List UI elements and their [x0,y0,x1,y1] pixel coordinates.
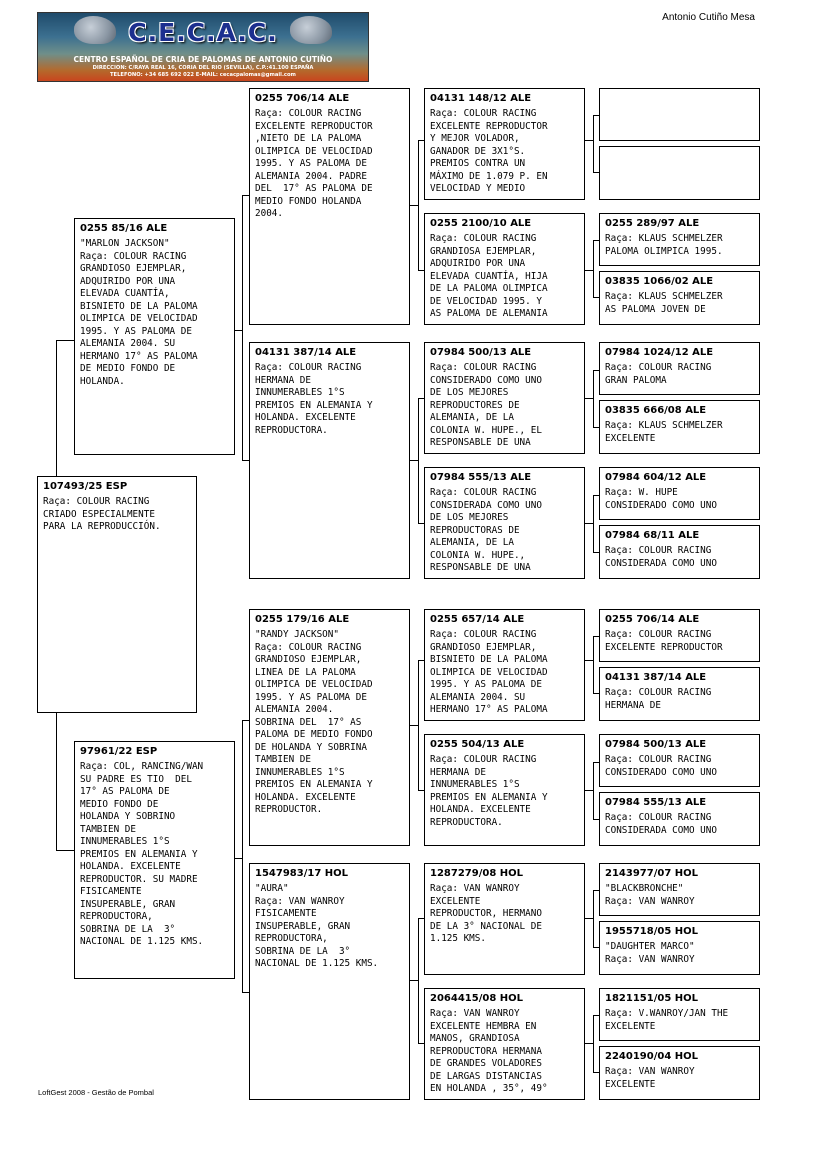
pigeon-description: Raça: COLOUR RACING CONSIDERADA COMO UNO [605,545,717,569]
sss-sire-card[interactable] [599,88,760,141]
ring-number: 07984 604/12 ALE [605,472,707,483]
pigeon-description: "BLACKBRONCHE" Raça: VAN WANROY [605,883,695,907]
ring-number: 07984 500/13 ALE [430,347,532,358]
sire-sire-card[interactable] [249,88,410,325]
owner-name: Antonio Cutiño Mesa [662,12,755,23]
pigeon-description: "AURA" Raça: VAN WANROY FISICAMENTE INSUPERABLE, GRAN REPRODUCTORA, SOBRINA DE LA 3° NACIONAL DE 1.125 KMS. [255,883,379,969]
ring-number: 07984 555/13 ALE [430,472,532,483]
ring-number: 0255 657/14 ALE [430,614,525,625]
ssd-dam-card[interactable] [599,271,760,325]
ring-number: 0255 85/16 ALE [80,223,168,234]
ring-number: 1821151/05 HOL [605,993,698,1004]
pigeon-description: Raça: KLAUS SCHMELZER AS PALOMA JOVEN DE [605,291,723,315]
sd-sire-card[interactable] [424,342,585,454]
sire-card[interactable] [74,218,235,455]
pigeon-description: Raça: COLOUR RACING GRAN PALOMA [605,362,712,386]
subject-pigeon-card[interactable] [37,476,197,713]
footer-credit: LoftGest 2008 - Gestão de Pombal [38,1088,154,1097]
ring-number: 0255 706/14 ALE [605,614,700,625]
pigeon-description: Raça: COLOUR RACING CRIADO ESPECIALMENTE PARA LA REPRODUCCIÓN. [43,496,161,532]
ds-sire-card[interactable] [424,609,585,721]
pigeon-description: Raça: COLOUR RACING CONSIDERADA COMO UNO DE LOS MEJORES REPRODUCTORAS DE ALEMANIA, DE LA COLONIA W. HUPE., RESPONSABLE DE UNA [430,487,542,573]
ssd-sire-card[interactable] [599,213,760,266]
pigeon-description: Raça: COLOUR RACING GRANDIOSA EJEMPLAR, ADQUIRIDO POR UNA ELEVADA CUANTÍA, HIJA DE LA PALOMA OLIMPICA DE VELOCIDAD 1995. Y AS PALOMA DE ALEMANIA [430,233,548,319]
pigeon-description: Raça: VAN WANROY EXCELENTE REPRODUCTOR, HERMANO DE LA 3° NACIONAL DE 1.125 KMS. [430,883,542,944]
dss-sire-card[interactable] [599,609,760,662]
breeder-logo-banner [37,12,369,82]
pigeon-description: Raça: COLOUR RACING CONSIDERADA COMO UNO [605,812,717,836]
sds-sire-card[interactable] [599,342,760,395]
ring-number: 0255 289/97 ALE [605,218,700,229]
ring-number: 107493/25 ESP [43,481,128,492]
sd-dam-card[interactable] [424,467,585,579]
ring-number: 2064415/08 HOL [430,993,523,1004]
pigeon-description: Raça: COLOUR RACING EXCELENTE REPRODUCTOR [605,629,723,653]
dd-dam-card[interactable] [424,988,585,1100]
pigeon-description: Raça: COLOUR RACING HERMANA DE INNUMERABLES 1°S PREMIOS EN ALEMANIA Y HOLANDA. EXCELENTE REPRODUCTORA. [255,362,373,436]
ring-number: 03835 1066/02 ALE [605,276,714,287]
ss-sire-card[interactable] [424,88,585,200]
ring-number: 07984 68/11 ALE [605,530,700,541]
ring-number: 04131 387/14 ALE [255,347,357,358]
ring-number: 04131 148/12 ALE [430,93,532,104]
pigeon-description: Raça: W. HUPE CONSIDERADO COMO UNO [605,487,717,511]
logo-line-3: TELEFONO: +34 685 692 022 E-MAIL: cecacpalomas@gmail.com [110,72,296,78]
pigeon-description: Raça: COLOUR RACING GRANDIOSO EJEMPLAR, BISNIETO DE LA PALOMA OLIMPICA DE VELOCIDAD 1995. Y AS PALOMA DE ALEMANIA 2004. SU HERMANO 17° AS PALOMA [430,629,548,715]
pigeon-description: Raça: V.WANROY/JAN THE EXCELENTE [605,1008,729,1032]
dss-dam-card[interactable] [599,667,760,721]
ring-number: 2240190/04 HOL [605,1051,698,1062]
sdd-dam-card[interactable] [599,525,760,579]
dam-dam-card[interactable] [249,863,410,1100]
logo-line-1: CENTRO ESPAÑOL DE CRIA DE PALOMAS DE ANTONIO CUTIÑO [73,55,333,64]
dam-sire-card[interactable] [249,609,410,846]
ring-number: 0255 504/13 ALE [430,739,525,750]
dam-card[interactable] [74,741,235,979]
dd-sire-card[interactable] [424,863,585,975]
pigeon-description: "DAUGHTER MARCO" Raça: VAN WANROY [605,941,695,965]
pigeon-description: Raça: KLAUS SCHMELZER EXCELENTE [605,420,723,444]
ddd-dam-card[interactable] [599,1046,760,1100]
pigeon-description: Raça: VAN WANROY EXCELENTE [605,1066,695,1090]
ring-number: 07984 555/13 ALE [605,797,707,808]
sdd-sire-card[interactable] [599,467,760,520]
ds-dam-card[interactable] [424,734,585,846]
dds-sire-card[interactable] [599,863,760,916]
logo-text: C.E.C.A.C. [128,18,278,47]
pigeon-description: Raça: COLOUR RACING HERMANA DE INNUMERABLES 1°S PREMIOS EN ALEMANIA Y HOLANDA. EXCELENTE REPRODUCTORA. [430,754,548,828]
ss-dam-card[interactable] [424,213,585,325]
ring-number: 1955718/05 HOL [605,926,698,937]
pigeon-description: Raça: KLAUS SCHMELZER PALOMA OLIMPICA 1995. [605,233,723,257]
pigeon-description: Raça: COLOUR RACING CONSIDERADO COMO UNO [605,754,717,778]
pigeon-description: Raça: COLOUR RACING EXCELENTE REPRODUCTOR Y MEJOR VOLADOR, GANADOR DE 3X1°S. PREMIOS CONTRA UN MÁXIMO DE 1.079 P. EN VELOCIDAD Y MEDIO [430,108,548,194]
pigeon-description: "RANDY JACKSON" Raça: COLOUR RACING GRANDIOSO EJEMPLAR, LINEA DE LA PALOMA OLIMPICA DE VELOCIDAD 1995. Y AS PALOMA DE ALEMANIA 2004. SOBRINA DEL 17° AS PALOMA DE MEDIO FONDO DE HOLANDA Y SOBRINA TAMBIEN DE INNUMERABLES 1°S PREMIOS EN ALEMANIA Y HOLANDA. EXCELENTE REPRODUCTOR. [255,629,373,815]
ring-number: 97961/22 ESP [80,746,158,757]
dds-dam-card[interactable] [599,921,760,975]
logo-line-2: DIRECCION: C/RAYA REAL 16, CORIA DEL RIO (SEVILLA), C.P.:41.100 ESPAÑA [92,65,314,71]
ddd-sire-card[interactable] [599,988,760,1041]
ring-number: 0255 706/14 ALE [255,93,350,104]
dsd-sire-card[interactable] [599,734,760,787]
dsd-dam-card[interactable] [599,792,760,846]
ring-number: 03835 666/08 ALE [605,405,707,416]
ring-number: 1547983/17 HOL [255,868,348,879]
pigeon-description: Raça: COLOUR RACING EXCELENTE REPRODUCTOR ,NIETO DE LA PALOMA OLIMPICA DE VELOCIDAD 1995. Y AS PALOMA DE ALEMANIA 2004. PADRE DEL 17° AS PALOMA DE MEDIO FONDO HOLANDA 2004. [255,108,373,219]
ring-number: 1287279/08 HOL [430,868,523,879]
sss-dam-card[interactable] [599,146,760,200]
ring-number: 07984 1024/12 ALE [605,347,714,358]
ring-number: 0255 2100/10 ALE [430,218,532,229]
ring-number: 07984 500/13 ALE [605,739,707,750]
ring-number: 0255 179/16 ALE [255,614,350,625]
sds-dam-card[interactable] [599,400,760,454]
pigeon-description: Raça: COL, RANCING/WAN SU PADRE ES TIO DEL 17° AS PALOMA DE MEDIO FONDO DE HOLANDA Y SOBRINO TAMBIEN DE INNUMERABLES 1°S PREMIOS EN ALEMANIA Y HOLANDA. EXCELENTE REPRODUCTOR. SU MADRE FISICAMENTE INSUPERABLE, GRAN REPRODUCTORA, SOBRINA DE LA 3° NACIONAL DE 1.125 KMS. [80,761,204,947]
pigeon-description: "MARLON JACKSON" Raça: COLOUR RACING GRANDIOSO EJEMPLAR, ADQUIRIDO POR UNA ELEVADA CUANTÍA, BISNIETO DE LA PALOMA OLIMPICA DE VELOCIDAD 1995. Y AS PALOMA DE ALEMANIA 2004. SU HERMANO 17° AS PALOMA DE MEDIO FONDO DE HOLANDA. [80,238,198,387]
pigeon-description: Raça: COLOUR RACING CONSIDERADO COMO UNO DE LOS MEJORES REPRODUCTORES DE ALEMANIA, DE LA COLONIA W. HUPE., EL RESPONSABLE DE UNA [430,362,542,448]
pigeon-description: Raça: VAN WANROY EXCELENTE HEMBRA EN MANOS, GRANDIOSA REPRODUCTORA HERMANA DE GRANDES VOLADORES DE LARGAS DISTANCIAS EN HOLANDA , 35°, 49° [430,1008,548,1094]
ring-number: 04131 387/14 ALE [605,672,707,683]
ring-number: 2143977/07 HOL [605,868,698,879]
pigeon-description: Raça: COLOUR RACING HERMANA DE [605,687,712,711]
sire-dam-card[interactable] [249,342,410,579]
